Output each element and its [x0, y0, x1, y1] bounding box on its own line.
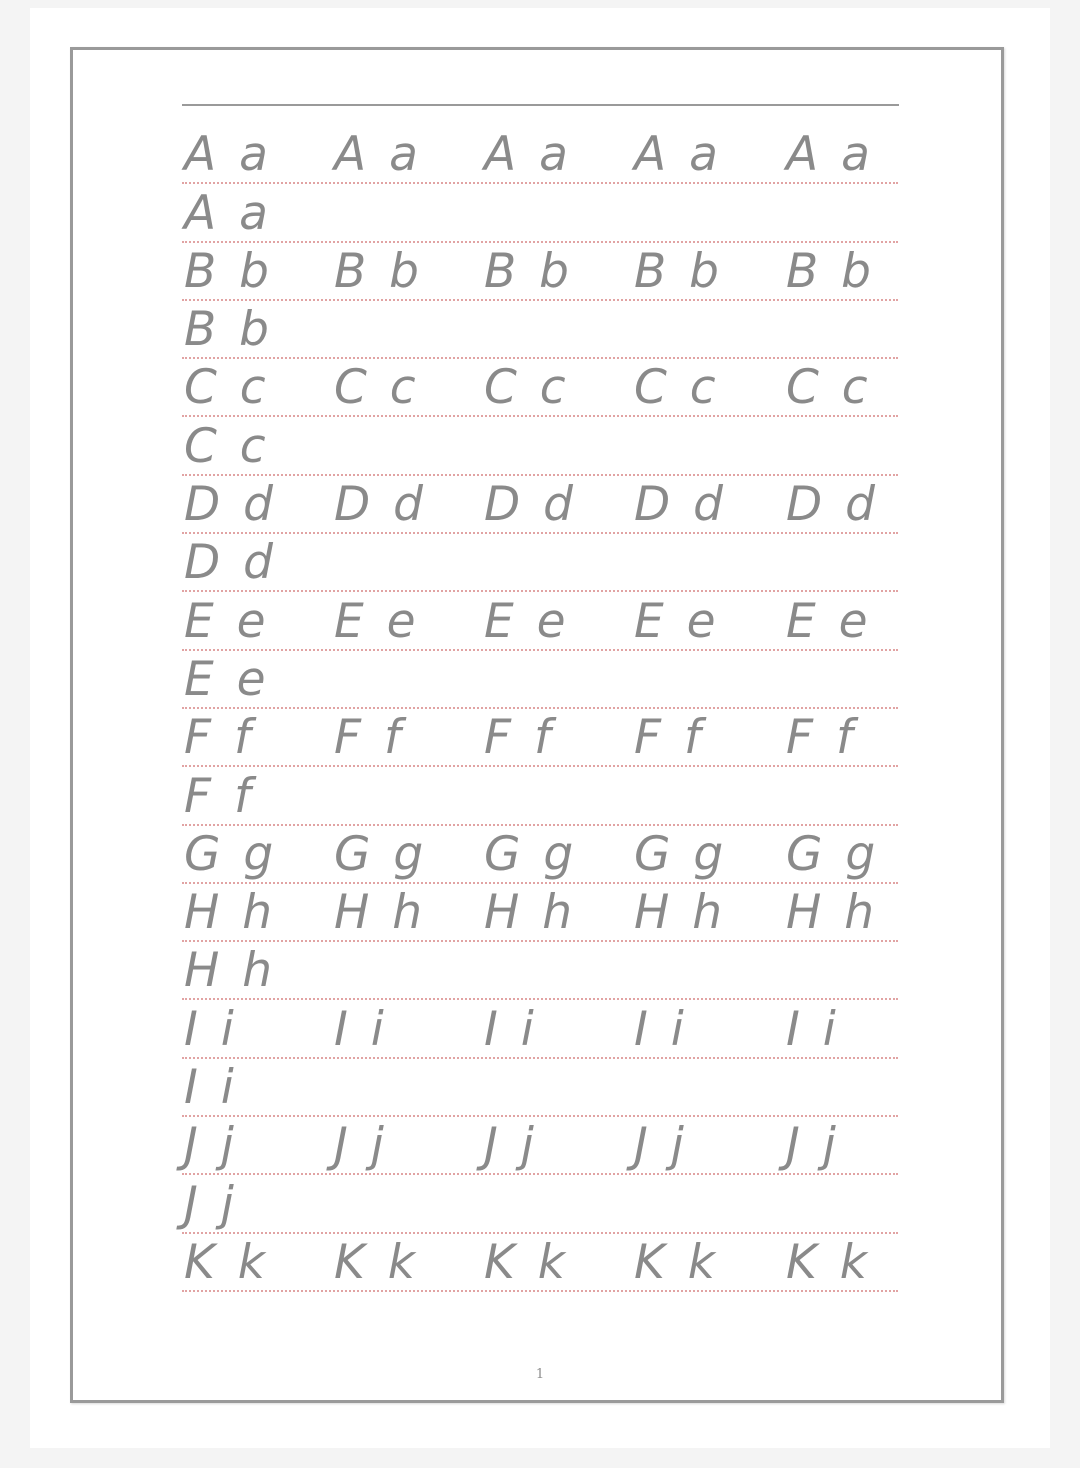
letter-pair: G g [334, 826, 428, 882]
practice-row [182, 126, 898, 184]
practice-row [182, 826, 898, 884]
practice-row [182, 301, 898, 359]
letter-pair: I i [634, 1001, 688, 1057]
letter-pair: A a [634, 127, 722, 183]
letter-pair: J j [334, 1118, 388, 1174]
letter-pair: G g [634, 826, 728, 882]
letter-pair: F f [634, 710, 705, 766]
letter-pair: K k [786, 1234, 871, 1290]
letter-pair: C c [634, 360, 720, 416]
header-rule [182, 104, 899, 106]
practice-row [182, 592, 898, 650]
page-number: 1 [535, 1367, 545, 1382]
letter-pair: F f [484, 710, 555, 766]
practice-row [182, 534, 898, 592]
letter-pair: C c [184, 360, 270, 416]
letter-pair: H h [634, 885, 727, 941]
practice-row [182, 942, 898, 1000]
letter-pair: D d [484, 477, 577, 533]
letter-pair: J j [786, 1118, 840, 1174]
practice-row [182, 476, 898, 534]
letter-pair: F f [334, 710, 405, 766]
practice-row [182, 767, 898, 825]
letter-pair: K k [184, 1234, 269, 1290]
letter-pair: I i [334, 1001, 388, 1057]
letter-pair: J j [484, 1118, 538, 1174]
letter-pair: E e [184, 651, 270, 707]
practice-row [182, 651, 898, 709]
letter-pair: H h [786, 885, 879, 941]
letter-pair: B b [484, 243, 574, 299]
practice-row [182, 417, 898, 475]
practice-row [182, 1175, 898, 1233]
practice-row [182, 1000, 898, 1058]
letter-pair: H h [334, 885, 427, 941]
letter-pair: H h [484, 885, 577, 941]
letter-pair: J j [184, 1176, 238, 1232]
letter-pair: E e [334, 593, 420, 649]
practice-row [182, 243, 898, 301]
letter-pair: I i [786, 1001, 840, 1057]
letter-pair: G g [484, 826, 578, 882]
letter-pair: B b [634, 243, 724, 299]
letter-pair: D d [184, 477, 277, 533]
letter-pair: J j [634, 1118, 688, 1174]
letter-pair: K k [484, 1234, 569, 1290]
practice-row [182, 1234, 898, 1292]
letter-pair: A a [786, 127, 874, 183]
letter-pair: A a [184, 185, 272, 241]
letter-pair: H h [184, 885, 277, 941]
letter-pair: G g [786, 826, 880, 882]
letter-pair: C c [786, 360, 872, 416]
letter-pair: A a [334, 127, 422, 183]
letter-pair: D d [786, 477, 879, 533]
letter-pair: B b [184, 302, 274, 358]
letter-pair: G g [184, 826, 278, 882]
letter-pair: D d [634, 477, 727, 533]
letter-pair: A a [184, 127, 272, 183]
practice-row [182, 359, 898, 417]
letter-pair: B b [184, 243, 274, 299]
letter-pair: K k [334, 1234, 419, 1290]
letter-pair: B b [334, 243, 424, 299]
practice-row [182, 184, 898, 242]
letter-pair: C c [484, 360, 570, 416]
handwriting-practice-sheet [182, 126, 898, 1292]
letter-pair: A a [484, 127, 572, 183]
letter-pair: E e [184, 593, 270, 649]
practice-row [182, 1117, 898, 1175]
letter-pair: K k [634, 1234, 719, 1290]
letter-pair: I i [184, 1001, 238, 1057]
letter-pair: C c [184, 418, 270, 474]
letter-pair: F f [786, 710, 857, 766]
letter-pair: F f [184, 710, 255, 766]
practice-row [182, 1059, 898, 1117]
letter-pair: I i [484, 1001, 538, 1057]
letter-pair: E e [484, 593, 570, 649]
letter-pair: B b [786, 243, 876, 299]
letter-pair: D d [184, 535, 277, 591]
letter-pair: D d [334, 477, 427, 533]
letter-pair: E e [786, 593, 872, 649]
letter-pair: H h [184, 943, 277, 999]
letter-pair: E e [634, 593, 720, 649]
practice-row [182, 884, 898, 942]
letter-pair: F f [184, 768, 255, 824]
practice-row [182, 709, 898, 767]
letter-pair: J j [184, 1118, 238, 1174]
letter-pair: C c [334, 360, 420, 416]
letter-pair: I i [184, 1060, 238, 1116]
